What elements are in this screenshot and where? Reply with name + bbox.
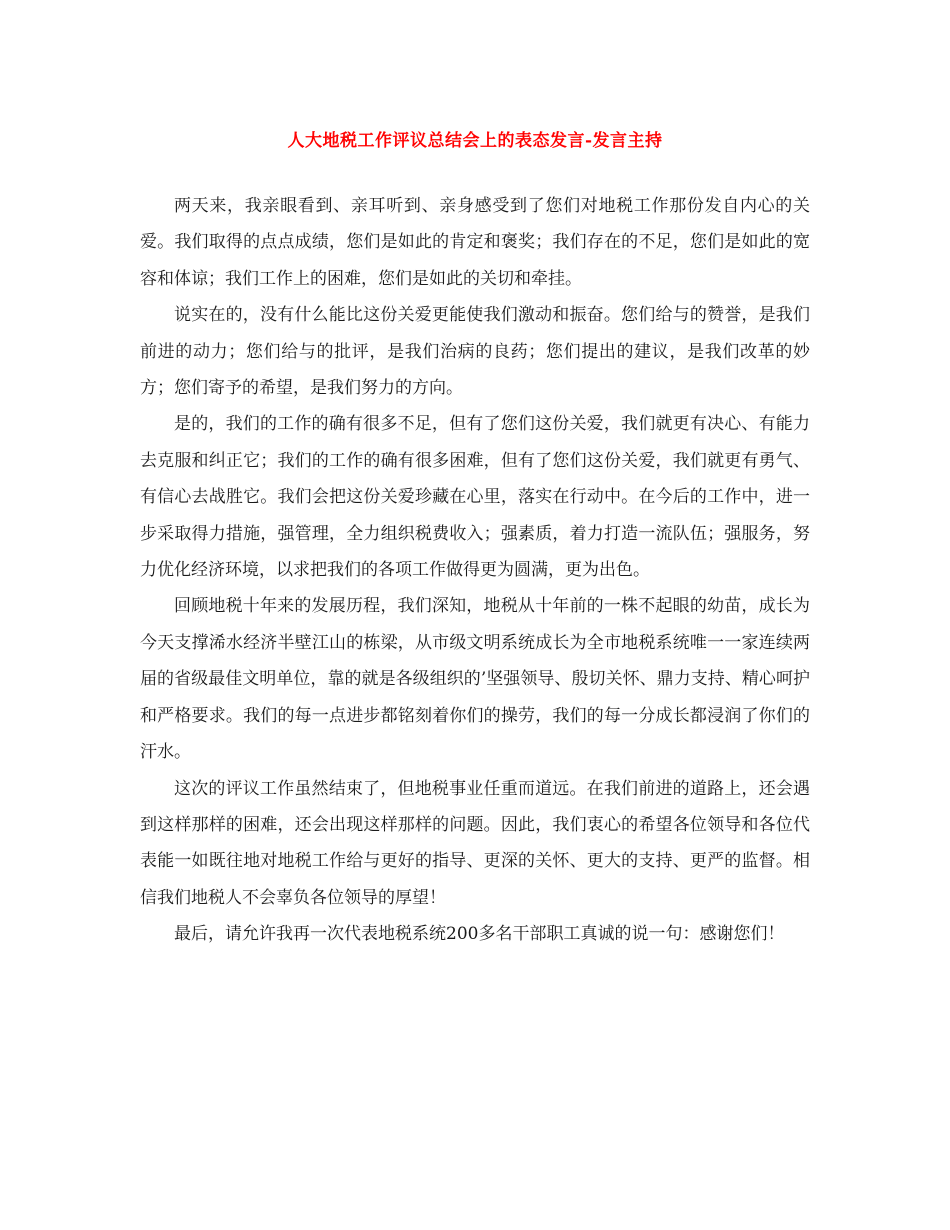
document-body — [140, 188, 810, 953]
document-title: 人大地税工作评议总结会上的表态发言-发言主持 — [287, 131, 663, 151]
paragraph-6: 最后，请允许我再一次代表地税系统200多名干部职工真诚的说一句：感谢您们！ — [174, 924, 785, 945]
paragraph-5: 这次的评议工作虽然结束了，但地税事业任重而道远。在我们前进的道路上，还会遇到这样那样的困难，还会出现这样那样的问题。因此，我们衷心的希望各位领导和各位代表能一如既往地对地税工作给与更好的指导、更深的关怀、更大的支持、更严的监督。相信我们地税人不会辜负各位领导的厚望！ — [140, 778, 810, 908]
paragraph-2: 说实在的，没有什么能比这份关爱更能使我们激动和振奋。您们给与的赞誉，是我们前进的动力；您们给与的批评，是我们治病的良药；您们提出的建议，是我们改革的妙方；您们寄予的希望，是我们努力的方向。 — [140, 305, 810, 399]
paragraph-4: 回顾地税十年来的发展历程，我们深知，地税从十年前的一株不起眼的幼苗，成长为今天支撑浠水经济半壁江山的栋梁，从市级文明系统成长为全市地税系统唯一一家连续两届的省级最佳文明单位，靠的就是各级组织的’坚强领导、殷切关怀、鼎力支持、精心呵护和严格要求。我们的每一点进步都铭刻着你们的操劳，我们的每一分成长都浸润了你们的汗水。 — [140, 596, 810, 763]
paragraph-3: 是的，我们的工作的确有很多不足，但有了您们这份关爱，我们就更有决心、有能力去克服和纠正它；我们的工作的确有很多困难，但有了您们这份关爱，我们就更有勇气、有信心去战胜它。我们会把这份关爱珍藏在心里，落实在行动中。在今后的工作中，进一步采取得力措施，强管理，全力组织税费收入；强素质，着力打造一流队伍；强服务，努力优化经济环境，以求把我们的各项工作做得更为圆满，更为出色。 — [140, 414, 810, 581]
paragraph-1: 两天来，我亲眼看到、亲耳听到、亲身感受到了您们对地税工作那份发自内心的关爱。我们取得的点点成绩，您们是如此的肯定和褒奖；我们存在的不足，您们是如此的宽容和体谅；我们工作上的困难，您们是如此的关切和牵挂。 — [140, 196, 810, 289]
